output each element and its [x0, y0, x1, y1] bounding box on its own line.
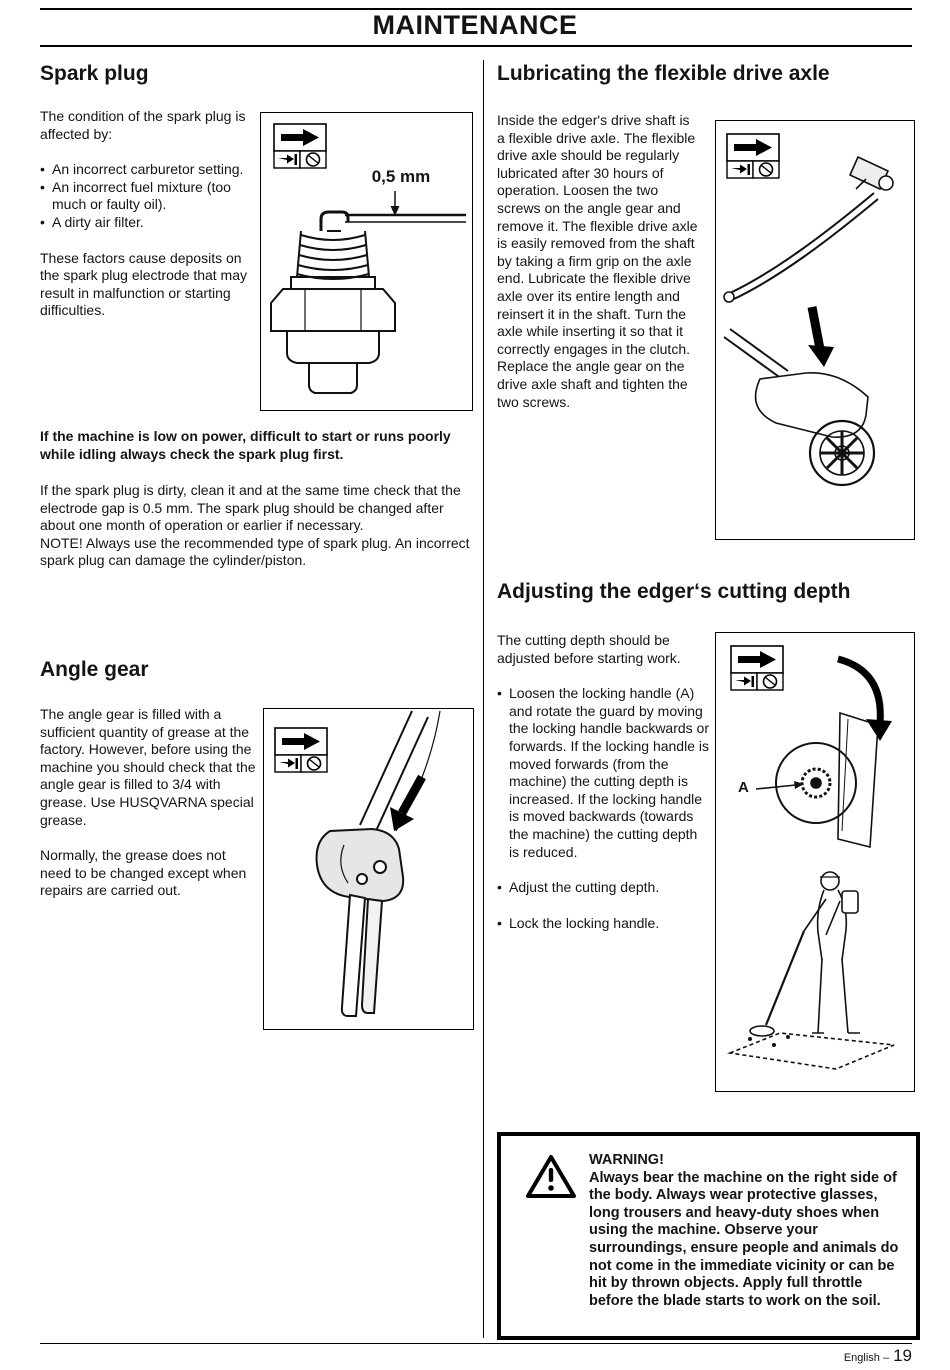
manual-symbols-icon — [730, 645, 784, 696]
lubricating-text-block — [497, 112, 700, 411]
footer-language: English – — [843, 1352, 890, 1364]
electrode-gap-label: 0,5 mm — [371, 167, 431, 186]
header-rule-bottom — [40, 45, 912, 47]
drive-axle-figure — [715, 120, 915, 540]
footer-page-number: 19 — [893, 1346, 912, 1365]
bullet-item: • Lock the locking handle. — [497, 915, 711, 933]
paragraph: Inside the edger's drive shaft is a flexible drive axle. The flexible drive axle should be regularly lubricated after 30 hours of operation. Loosen the two screws on the angle gear and remove it. The flexible drive axle is easily removed from the shaft by taking a firm grip on the axle end. Lubricate the flexible drive axle over its entire length and reinsert it in the shaft. Turn the axle while inserting it so that it correctly engages in the clutch. Replace the angle gear on the drive axle shaft and tighten the two screws. — [497, 112, 698, 410]
bullet-item: • An incorrect carburetor setting. — [40, 161, 260, 179]
section-heading-cutting-depth: Adjusting the edger‘s cutting depth — [497, 580, 851, 603]
spark-plug-bold-note: If the machine is low on power, difficult to start or runs poorly while idling always check the spark plug first. — [40, 428, 451, 462]
locking-handle-label: A — [738, 779, 749, 796]
angle-gear-figure — [263, 708, 474, 1030]
paragraph: NOTE! Always use the recommended type of spark plug. An incorrect spark plug can damage the cylinder/piston. — [40, 534, 470, 569]
bullet-item: • Adjust the cutting depth. — [497, 879, 711, 897]
cutting-depth-illustration — [716, 633, 912, 1089]
cutting-depth-text-block — [497, 632, 711, 932]
spark-plug-bullet-list — [40, 161, 260, 231]
section-heading-lubricating: Lubricating the flexible drive axle — [497, 62, 830, 85]
paragraph: The condition of the spark plug is affected by: — [40, 108, 246, 142]
paragraph: The cutting depth should be adjusted before starting work. — [497, 632, 681, 666]
cutting-depth-bullet-list — [497, 685, 711, 932]
footer-rule — [40, 1343, 912, 1344]
cutting-depth-figure — [715, 632, 915, 1092]
bullet-item: • A dirty air filter. — [40, 214, 260, 232]
section-heading-angle-gear: Angle gear — [40, 658, 149, 681]
paragraph: The angle gear is filled with a sufficient quantity of grease at the factory. However, before using the machine you should check that the angle gear is filled to 3/4 with grease. Use HUSQVARNA special grease. — [40, 706, 256, 828]
warning-title: WARNING! — [589, 1152, 664, 1168]
bullet-item: • Loosen the locking handle (A) and rotate the guard by moving the locking handle backwards or forwards. If the locking handle is moved forwards (from the machine) the cutting depth is increased. If the locking handle is moved backwards (towards the machine) the cutting depth is reduced. — [497, 685, 711, 861]
spark-plug-figure — [260, 112, 473, 411]
section-heading-spark-plug: Spark plug — [40, 62, 149, 85]
warning-text: Always bear the machine on the right side of the body. Always wear protective glasses, long trousers and heavy-duty shoes when using the machine. Observe your surroundings, ensure people and animals do not come in the immediate vicinity or can be hit by thrown objects. Apply full throttle before the blade starts to work on the soil. — [589, 1169, 899, 1309]
angle-gear-text-block — [40, 706, 260, 900]
warning-content — [589, 1152, 903, 1310]
spark-plug-text-block — [40, 108, 260, 320]
manual-symbols-icon — [726, 133, 780, 184]
page-footer — [844, 1346, 912, 1366]
manual-symbols-icon — [274, 727, 328, 778]
bullet-item: • An incorrect fuel mixture (too much or faulty oil). — [40, 179, 260, 214]
warning-icon — [525, 1154, 577, 1205]
warning-box — [497, 1132, 920, 1340]
spark-plug-detail-block — [40, 482, 478, 570]
paragraph: These factors cause deposits on the spark plug electrode that may result in malfunction or starting difficulties. — [40, 249, 248, 319]
page-title: MAINTENANCE — [372, 10, 578, 40]
column-divider — [483, 60, 484, 1338]
paragraph: If the spark plug is dirty, clean it and at the same time check that the electrode gap is 0.5 mm. The spark plug should be changed after about one month of operation or earlier if necessary. — [40, 482, 461, 534]
manual-symbols-icon — [273, 123, 327, 174]
paragraph: Normally, the grease does not need to be changed except when repairs are carried out. — [40, 847, 247, 899]
